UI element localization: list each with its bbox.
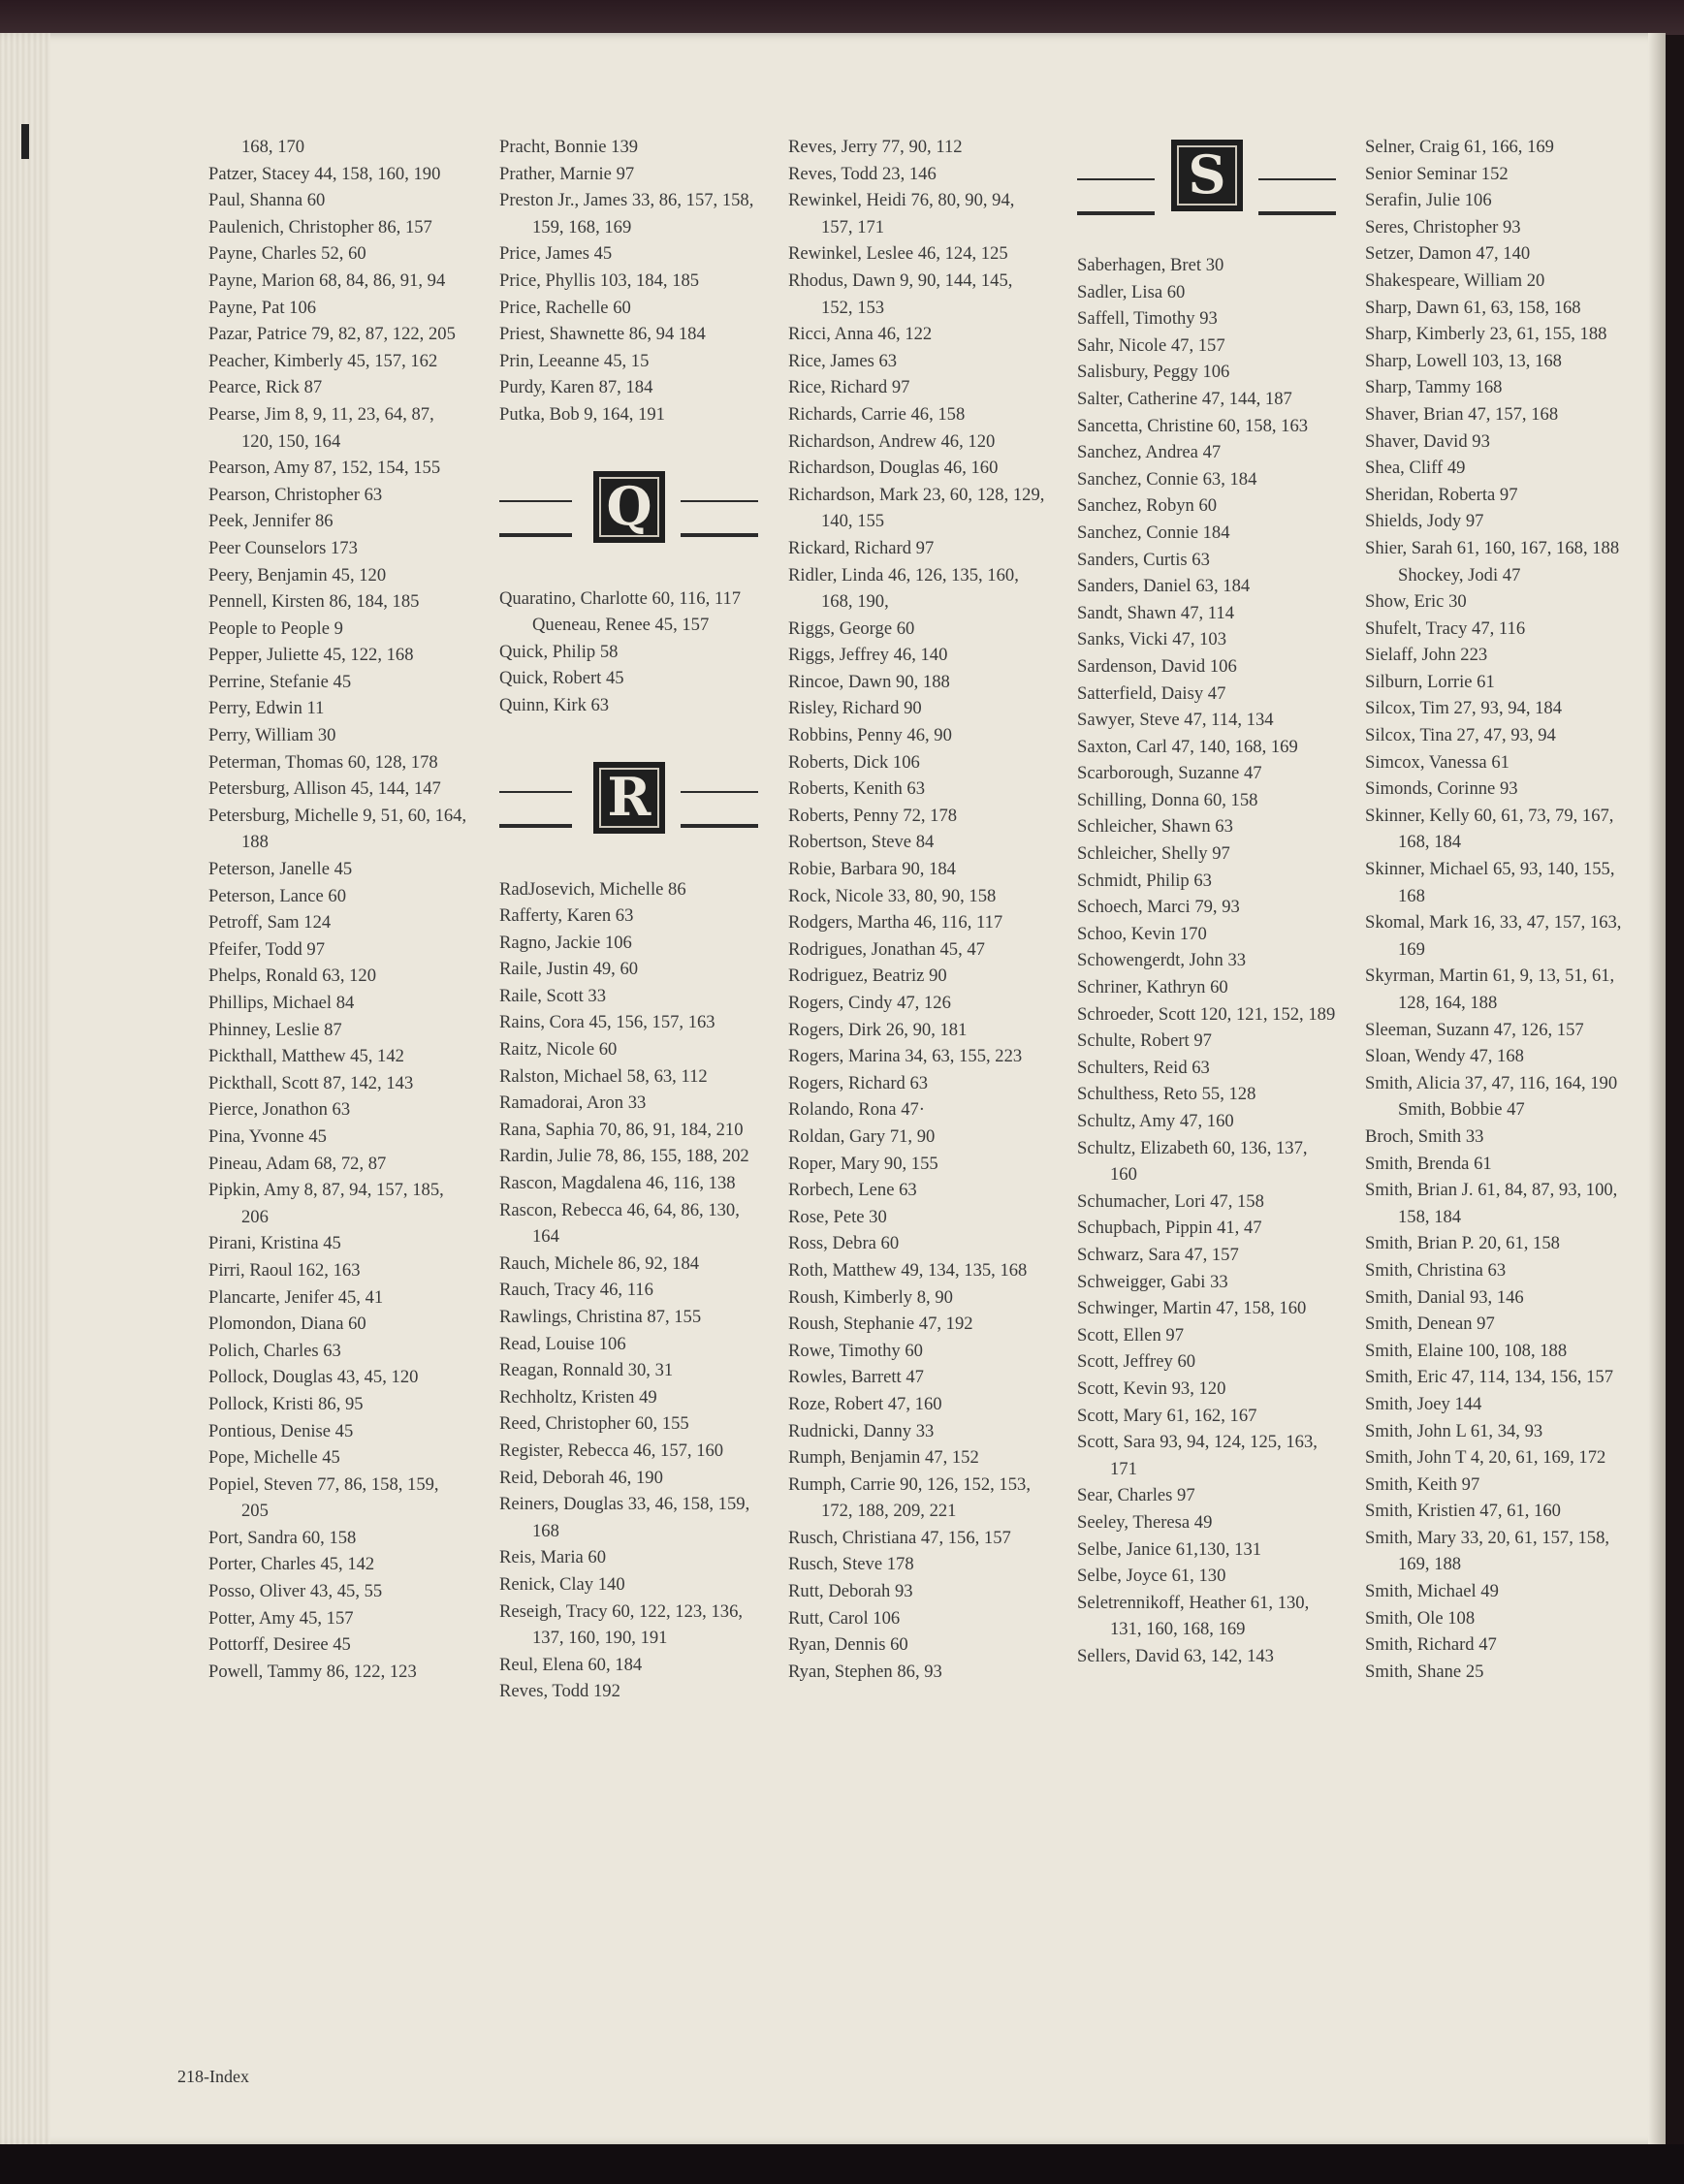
margin-mark xyxy=(21,124,29,159)
index-entry: Ralston, Michael 58, 63, 112 xyxy=(499,1065,708,1087)
index-entry: Pirani, Kristina 45 xyxy=(208,1233,341,1254)
index-entry: Payne, Pat 106 xyxy=(208,297,317,318)
index-entry: Powell, Tammy 86, 122, 123 xyxy=(208,1661,417,1682)
index-entry: Rumph, Carrie 90, 126, 152, 153, 172, 188, 209, 221 xyxy=(788,1473,1031,1522)
index-entry: Potter, Amy 45, 157 xyxy=(208,1607,354,1629)
index-entry: Schoo, Kevin 170 xyxy=(1077,923,1207,944)
index-entry: Peer Counselors 173 xyxy=(208,537,358,558)
index-entry: Silburn, Lorrie 61 xyxy=(1365,671,1495,692)
index-entry: Sielaff, John 223 xyxy=(1365,645,1488,666)
index-entry: Renick, Clay 140 xyxy=(499,1573,625,1595)
index-entry: Show, Eric 30 xyxy=(1365,591,1467,613)
index-entry: Quinn, Kirk 63 xyxy=(499,694,610,715)
index-entry: Scarborough, Suzanne 47 xyxy=(1077,763,1262,784)
index-entry: Silcox, Tim 27, 93, 94, 184 xyxy=(1365,698,1563,719)
index-entry: Skinner, Kelly 60, 61, 73, 79, 167, 168, 184 xyxy=(1365,805,1614,853)
index-entry: Roberts, Dick 106 xyxy=(788,751,920,773)
index-entry: Rowe, Timothy 60 xyxy=(788,1340,923,1361)
index-entry: Rewinkel, Leslee 46, 124, 125 xyxy=(788,243,1008,265)
index-entry: Rice, James 63 xyxy=(788,350,898,371)
index-entry: Rogers, Marina 34, 63, 155, 223 xyxy=(788,1046,1023,1067)
page-gutter xyxy=(0,33,50,2146)
index-entry: Schriner, Kathryn 60 xyxy=(1077,977,1228,998)
index-entry: Rains, Cora 45, 156, 157, 163 xyxy=(499,1012,715,1033)
index-entry: Raitz, Nicole 60 xyxy=(499,1039,618,1060)
index-entry: Pracht, Bonnie 139 xyxy=(499,137,639,157)
index-entry: Saberhagen, Bret 30 xyxy=(1077,255,1224,275)
index-column-1 xyxy=(208,134,468,1685)
index-entry: Pickthall, Matthew 45, 142 xyxy=(208,1046,404,1067)
index-entry: Roper, Mary 90, 155 xyxy=(788,1153,938,1174)
index-entry: Sandt, Shawn 47, 114 xyxy=(1077,602,1235,623)
index-entry: Reves, Todd 23, 146 xyxy=(788,163,937,184)
index-entry: Richardson, Douglas 46, 160 xyxy=(788,458,999,479)
index-entry: RadJosevich, Michelle 86 xyxy=(499,878,686,900)
index-entry: 168, 170 xyxy=(241,137,305,157)
index-entry: Risley, Richard 90 xyxy=(788,698,922,719)
index-entry: Sanchez, Robyn 60 xyxy=(1077,495,1218,517)
index-entry: Scott, Kevin 93, 120 xyxy=(1077,1377,1226,1399)
index-entry: Shockey, Jodi 47 xyxy=(1398,564,1521,586)
index-entry: Sloan, Wendy 47, 168 xyxy=(1365,1046,1524,1067)
index-entry: Smith, Denean 97 xyxy=(1365,1314,1495,1335)
index-entry: Seletrennikoff, Heather 61, 130, 131, 160, 168, 169 xyxy=(1077,1592,1310,1640)
index-entry: Shaver, Brian 47, 157, 168 xyxy=(1365,403,1559,425)
index-entry: Rorbech, Lene 63 xyxy=(788,1180,917,1201)
index-entry: Smith, Richard 47 xyxy=(1365,1634,1497,1656)
index-entry: Peek, Jennifer 86 xyxy=(208,511,334,532)
index-entry: Setzer, Damon 47, 140 xyxy=(1365,243,1531,265)
index-entry: Sanchez, Connie 184 xyxy=(1077,522,1230,543)
index-entry: Payne, Charles 52, 60 xyxy=(208,243,366,265)
index-entry: Seeley, Theresa 49 xyxy=(1077,1511,1213,1533)
index-entry: Sharp, Tammy 168 xyxy=(1365,377,1503,398)
index-entry: Sadler, Lisa 60 xyxy=(1077,281,1186,302)
index-entry: Rana, Saphia 70, 86, 91, 184, 210 xyxy=(499,1119,744,1140)
index-entry: Rewinkel, Heidi 76, 80, 90, 94, 157, 171 xyxy=(788,190,1015,237)
index-entry: Shea, Cliff 49 xyxy=(1365,458,1466,479)
index-entry: Roze, Robert 47, 160 xyxy=(788,1393,942,1414)
index-entry: Rudnicki, Danny 33 xyxy=(788,1420,935,1441)
index-entry: Scott, Ellen 97 xyxy=(1077,1324,1185,1345)
index-entry: Smith, Christina 63 xyxy=(1365,1259,1507,1281)
index-entry: Scott, Mary 61, 162, 167 xyxy=(1077,1405,1257,1426)
index-entry: Robie, Barbara 90, 184 xyxy=(788,859,956,880)
index-entry: Smith, John L 61, 34, 93 xyxy=(1365,1420,1543,1441)
index-entry: Smith, Keith 97 xyxy=(1365,1473,1480,1495)
index-entry: Pope, Michelle 45 xyxy=(208,1447,340,1469)
section-letter-r: R xyxy=(593,762,665,834)
index-entry: Schultz, Amy 47, 160 xyxy=(1077,1111,1234,1131)
index-entry: Schilling, Donna 60, 158 xyxy=(1077,789,1258,810)
index-entry: Sanders, Curtis 63 xyxy=(1077,549,1210,570)
index-entry: Register, Rebecca 46, 157, 160 xyxy=(499,1440,724,1461)
index-entry: Smith, Alicia 37, 47, 116, 164, 190 xyxy=(1365,1072,1618,1093)
index-entry: Richardson, Andrew 46, 120 xyxy=(788,430,996,452)
index-entry: Schoech, Marci 79, 93 xyxy=(1077,897,1240,918)
index-entry: Prather, Marnie 97 xyxy=(499,163,635,184)
index-entry: Rice, Richard 97 xyxy=(788,377,910,398)
index-entry: Rodriguez, Beatriz 90 xyxy=(788,965,947,987)
index-entry: Phillips, Michael 84 xyxy=(208,993,355,1013)
index-entry: Roush, Stephanie 47, 192 xyxy=(788,1314,973,1335)
index-entry: Saffell, Timothy 93 xyxy=(1077,308,1218,330)
index-entry: Raile, Justin 49, 60 xyxy=(499,959,639,980)
index-entry: Sharp, Kimberly 23, 61, 155, 188 xyxy=(1365,324,1607,345)
section-divider-q xyxy=(499,471,759,549)
index-entry: Rickard, Richard 97 xyxy=(788,537,935,558)
index-entry: Rusch, Christiana 47, 156, 157 xyxy=(788,1527,1011,1548)
index-entry: Sahr, Nicole 47, 157 xyxy=(1077,334,1225,356)
index-entry: Schwarz, Sara 47, 157 xyxy=(1077,1244,1239,1265)
index-entry: Ross, Debra 60 xyxy=(788,1233,900,1254)
index-entry: Reul, Elena 60, 184 xyxy=(499,1654,643,1675)
index-entry: Reseigh, Tracy 60, 122, 123, 136, 137, 160, 190, 191 xyxy=(499,1600,744,1649)
p-entries-continued xyxy=(499,134,759,428)
index-entry: Sawyer, Steve 47, 114, 134 xyxy=(1077,710,1274,731)
index-entry: Sanks, Vicki 47, 103 xyxy=(1077,629,1227,650)
index-entry: Sellers, David 63, 142, 143 xyxy=(1077,1645,1274,1666)
index-entry: Roush, Kimberly 8, 90 xyxy=(788,1286,953,1308)
index-entry: Senior Seminar 152 xyxy=(1365,163,1509,184)
index-entry: Rogers, Dirk 26, 90, 181 xyxy=(788,1019,968,1040)
index-entry: Sharp, Lowell 103, 13, 168 xyxy=(1365,350,1562,371)
index-entry: Schumacher, Lori 47, 158 xyxy=(1077,1190,1264,1212)
index-entry: Schleicher, Shawn 63 xyxy=(1077,816,1233,838)
index-entry: Petersburg, Michelle 9, 51, 60, 164, 188 xyxy=(208,805,467,853)
index-entry: Polich, Charles 63 xyxy=(208,1340,341,1361)
index-entry: Broch, Smith 33 xyxy=(1365,1125,1484,1147)
index-entry: Perry, William 30 xyxy=(208,725,336,746)
index-entry: Pazar, Patrice 79, 82, 87, 122, 205 xyxy=(208,324,456,345)
index-entry: Pirri, Raoul 162, 163 xyxy=(208,1259,361,1281)
index-entry: Rechholtz, Kristen 49 xyxy=(499,1386,657,1408)
index-entry: Sardenson, David 106 xyxy=(1077,655,1237,677)
index-entry: Priest, Shawnette 86, 94 184 xyxy=(499,324,706,345)
index-entry: Smith, Elaine 100, 108, 188 xyxy=(1365,1340,1568,1361)
index-entry: Satterfield, Daisy 47 xyxy=(1077,682,1226,704)
index-entry: Rogers, Richard 63 xyxy=(788,1072,929,1093)
index-entry: Petersburg, Allison 45, 144, 147 xyxy=(208,778,441,800)
index-entry: Smith, Michael 49 xyxy=(1365,1581,1499,1602)
index-entry: Roberts, Penny 72, 178 xyxy=(788,805,958,826)
index-entry: Selner, Craig 61, 166, 169 xyxy=(1365,137,1554,157)
index-entry: Schulthess, Reto 55, 128 xyxy=(1077,1084,1256,1105)
index-entry: Reves, Todd 192 xyxy=(499,1681,620,1702)
index-entry: Quaratino, Charlotte 60, 116, 117 xyxy=(499,587,742,609)
index-entry: Price, James 45 xyxy=(499,243,613,265)
index-entry: Salter, Catherine 47, 144, 187 xyxy=(1077,388,1292,409)
index-entry: Popiel, Steven 77, 86, 158, 159, 205 xyxy=(208,1473,439,1522)
index-entry: Rardin, Julie 78, 86, 155, 188, 202 xyxy=(499,1146,749,1167)
index-entry: Seres, Christopher 93 xyxy=(1365,216,1521,237)
index-column-3 xyxy=(788,134,1048,1685)
index-entry: Prin, Leeanne 45, 15 xyxy=(499,350,650,371)
section-letter-q: Q xyxy=(593,471,665,543)
index-entry: Skyrman, Martin 61, 9, 13, 51, 61, 128, 164, 188 xyxy=(1365,965,1615,1013)
index-entry: Shakespeare, William 20 xyxy=(1365,269,1545,291)
index-entry: Ryan, Stephen 86, 93 xyxy=(788,1661,942,1682)
page-footer: 218-Index xyxy=(177,2067,249,2086)
index-entry: Schwinger, Martin 47, 158, 160 xyxy=(1077,1298,1307,1319)
index-entry: Riggs, Jeffrey 46, 140 xyxy=(788,645,948,666)
index-entry: Silcox, Tina 27, 47, 93, 94 xyxy=(1365,725,1556,746)
index-entry: Pickthall, Scott 87, 142, 143 xyxy=(208,1072,414,1093)
index-entry: Pennell, Kirsten 86, 184, 185 xyxy=(208,591,420,613)
index-entry: Petroff, Sam 124 xyxy=(208,912,332,934)
top-edge xyxy=(0,0,1684,35)
index-entry: Sancetta, Christine 60, 158, 163 xyxy=(1077,415,1309,436)
index-entry: Smith, Kristien 47, 61, 160 xyxy=(1365,1501,1561,1522)
index-entry: Pearson, Amy 87, 152, 154, 155 xyxy=(208,458,441,479)
index-entry: Skinner, Michael 65, 93, 140, 155, 168 xyxy=(1365,859,1615,906)
index-entry: Roth, Matthew 49, 134, 135, 168 xyxy=(788,1259,1028,1281)
index-entry: Peterman, Thomas 60, 128, 178 xyxy=(208,751,438,773)
index-entry: Ricci, Anna 46, 122 xyxy=(788,324,933,345)
index-entry: Roberts, Kenith 63 xyxy=(788,778,925,800)
index-entry: Rose, Pete 30 xyxy=(788,1206,887,1227)
index-entry: Rodrigues, Jonathan 45, 47 xyxy=(788,938,985,960)
index-entry: Rumph, Benjamin 47, 152 xyxy=(788,1447,979,1469)
index-entry: Serafin, Julie 106 xyxy=(1365,190,1492,211)
index-entry: Reagan, Ronnald 30, 31 xyxy=(499,1360,674,1381)
index-entry: Reves, Jerry 77, 90, 112 xyxy=(788,137,963,157)
index-entry: Quick, Philip 58 xyxy=(499,641,619,662)
section-divider-r xyxy=(499,762,759,839)
section-divider-s xyxy=(1077,140,1337,217)
index-entry: Roldan, Gary 71, 90 xyxy=(788,1125,936,1147)
index-entry: Richards, Carrie 46, 158 xyxy=(788,403,966,425)
index-entry: Sheridan, Roberta 97 xyxy=(1365,484,1518,505)
index-entry: Reed, Christopher 60, 155 xyxy=(499,1413,689,1435)
index-entry: Skomal, Mark 16, 33, 47, 157, 163, 169 xyxy=(1365,912,1622,960)
index-entry: Shier, Sarah 61, 160, 167, 168, 188 xyxy=(1365,537,1620,558)
index-entry: Read, Louise 106 xyxy=(499,1333,626,1354)
index-entry: Price, Phyllis 103, 184, 185 xyxy=(499,269,700,291)
bottom-edge xyxy=(0,2144,1684,2184)
index-entry: Rolando, Rona 47· xyxy=(788,1099,925,1121)
index-entry: Peery, Benjamin 45, 120 xyxy=(208,564,387,586)
index-entry: Porter, Charles 45, 142 xyxy=(208,1554,375,1575)
index-entry: Rawlings, Christina 87, 155 xyxy=(499,1307,702,1327)
index-entry: Scott, Jeffrey 60 xyxy=(1077,1351,1196,1373)
index-entry: Schleicher, Shelly 97 xyxy=(1077,843,1230,865)
index-entry: Phelps, Ronald 63, 120 xyxy=(208,965,377,987)
index-entry: Shields, Jody 97 xyxy=(1365,511,1484,532)
index-entry: Plomondon, Diana 60 xyxy=(208,1314,366,1335)
index-entry: Plancarte, Jenifer 45, 41 xyxy=(208,1286,384,1308)
index-column-4 xyxy=(1077,134,1337,1669)
index-entry: Quick, Robert 45 xyxy=(499,668,624,689)
index-entry: Robbins, Penny 46, 90 xyxy=(788,725,952,746)
index-entry: Sanchez, Connie 63, 184 xyxy=(1077,468,1257,490)
index-entry: Pierce, Jonathon 63 xyxy=(208,1099,351,1121)
index-entry: Schowengerdt, John 33 xyxy=(1077,950,1247,971)
index-entry: Sharp, Dawn 61, 63, 158, 168 xyxy=(1365,297,1581,318)
index-entry: Smith, Shane 25 xyxy=(1365,1661,1484,1682)
index-column-2 xyxy=(499,134,759,1705)
index-entry: Pollock, Douglas 43, 45, 120 xyxy=(208,1367,419,1388)
index-entry: Posso, Oliver 43, 45, 55 xyxy=(208,1581,383,1602)
index-entry: Rutt, Deborah 93 xyxy=(788,1581,913,1602)
index-entry: Rhodus, Dawn 9, 90, 144, 145, 152, 153 xyxy=(788,269,1013,318)
index-entry: Richardson, Mark 23, 60, 128, 129, 140, 155 xyxy=(788,484,1045,532)
index-entry: Queneau, Renee 45, 157 xyxy=(532,615,710,636)
index-entry: Smith, Bobbie 47 xyxy=(1398,1099,1525,1121)
index-entry: Perrine, Stefanie 45 xyxy=(208,671,352,692)
index-entry: Schroeder, Scott 120, 121, 152, 189 xyxy=(1077,1003,1336,1025)
index-entry: Ragno, Jackie 106 xyxy=(499,932,632,953)
index-entry: Smith, Joey 144 xyxy=(1365,1393,1482,1414)
index-entry: Smith, John T 4, 20, 61, 169, 172 xyxy=(1365,1447,1606,1469)
index-entry: Rascon, Rebecca 46, 64, 86, 130, 164 xyxy=(499,1199,740,1248)
index-column-5 xyxy=(1365,134,1625,1685)
page-edge xyxy=(1648,33,1666,2146)
index-entry: Paulenich, Christopher 86, 157 xyxy=(208,216,432,237)
index-entry: Smith, Brian J. 61, 84, 87, 93, 100, 158, 184 xyxy=(1365,1180,1618,1227)
index-entry: Ramadorai, Aron 33 xyxy=(499,1092,647,1114)
index-entry: Rascon, Magdalena 46, 116, 138 xyxy=(499,1173,736,1194)
index-entry: Smith, Brenda 61 xyxy=(1365,1153,1492,1174)
index-entry: Salisbury, Peggy 106 xyxy=(1077,362,1230,383)
section-letter-s: S xyxy=(1171,140,1243,211)
index-entry: Sanchez, Andrea 47 xyxy=(1077,442,1222,463)
index-entry: Peterson, Janelle 45 xyxy=(208,859,353,880)
index-entry: Payne, Marion 68, 84, 86, 91, 94 xyxy=(208,269,446,291)
index-entry: Pearce, Rick 87 xyxy=(208,377,323,398)
index-entry: Ryan, Dennis 60 xyxy=(788,1634,908,1656)
index-entry: Phinney, Leslie 87 xyxy=(208,1019,342,1040)
index-entry: Shaver, David 93 xyxy=(1365,430,1490,452)
index-entry: Pottorff, Desiree 45 xyxy=(208,1634,351,1656)
index-entry: Schmidt, Philip 63 xyxy=(1077,870,1212,891)
index-entry: Smith, Mary 33, 20, 61, 157, 158, 169, 188 xyxy=(1365,1527,1610,1575)
index-entry: Riggs, George 60 xyxy=(788,617,915,639)
index-entry: Raile, Scott 33 xyxy=(499,985,607,1006)
index-entry: Peterson, Lance 60 xyxy=(208,885,346,906)
index-entry: Rusch, Steve 178 xyxy=(788,1554,914,1575)
index-entry: Paul, Shanna 60 xyxy=(208,190,326,211)
index-entry: Selbe, Joyce 61, 130 xyxy=(1077,1566,1226,1587)
q-entries xyxy=(499,586,759,719)
index-entry: Schweigger, Gabi 33 xyxy=(1077,1271,1228,1292)
index-entry: Putka, Bob 9, 164, 191 xyxy=(499,403,665,425)
index-entry: Sleeman, Suzann 47, 126, 157 xyxy=(1365,1019,1584,1040)
index-entry: Pontious, Denise 45 xyxy=(208,1420,354,1441)
index-entry: Rafferty, Karen 63 xyxy=(499,905,634,927)
index-entry: Rock, Nicole 33, 80, 90, 158 xyxy=(788,885,997,906)
index-entry: Simcox, Vanessa 61 xyxy=(1365,751,1509,773)
index-entry: Ridler, Linda 46, 126, 135, 160, 168, 190, xyxy=(788,564,1019,613)
index-entry: Rodgers, Martha 46, 116, 117 xyxy=(788,912,1003,934)
index-entry: Schultz, Elizabeth 60, 136, 137, 160 xyxy=(1077,1137,1308,1186)
index-entry: Pfeifer, Todd 97 xyxy=(208,938,325,960)
index-entry: Reis, Maria 60 xyxy=(499,1547,606,1568)
index-entry: Peacher, Kimberly 45, 157, 162 xyxy=(208,350,438,371)
r-entries xyxy=(499,876,759,1705)
s-entries xyxy=(1077,252,1337,1669)
index-entry: Reiners, Douglas 33, 46, 158, 159, 168 xyxy=(499,1494,750,1541)
index-entry: Pearse, Jim 8, 9, 11, 23, 64, 87, 120, 150, 164 xyxy=(208,403,434,452)
index-entry: Purdy, Karen 87, 184 xyxy=(499,377,653,398)
index-entry: Rincoe, Dawn 90, 188 xyxy=(788,671,950,692)
index-entry: Perry, Edwin 11 xyxy=(208,698,325,719)
index-entry: Smith, Danial 93, 146 xyxy=(1365,1286,1524,1308)
index-entry: Smith, Brian P. 20, 61, 158 xyxy=(1365,1233,1560,1254)
index-entry: Pipkin, Amy 8, 87, 94, 157, 185, 206 xyxy=(208,1180,444,1227)
index-entry: Rauch, Tracy 46, 116 xyxy=(499,1280,653,1301)
index-entry: Preston Jr., James 33, 86, 157, 158, 159, 168, 169 xyxy=(499,190,754,237)
index-entry: Schulte, Robert 97 xyxy=(1077,1030,1212,1052)
index-entry: Selbe, Janice 61,130, 131 xyxy=(1077,1538,1262,1560)
index-entry: Pepper, Juliette 45, 122, 168 xyxy=(208,645,414,666)
index-entry: Sanders, Daniel 63, 184 xyxy=(1077,576,1251,597)
index-entry: Patzer, Stacey 44, 158, 160, 190 xyxy=(208,163,441,184)
index-entry: Schupbach, Pippin 41, 47 xyxy=(1077,1218,1262,1239)
index-entry: Scott, Sara 93, 94, 124, 125, 163, 171 xyxy=(1077,1432,1318,1479)
index-entry: Saxton, Carl 47, 140, 168, 169 xyxy=(1077,736,1298,757)
index-entry: Sear, Charles 97 xyxy=(1077,1485,1195,1506)
index-entry: Pineau, Adam 68, 72, 87 xyxy=(208,1153,387,1174)
index-entry: Simonds, Corinne 93 xyxy=(1365,778,1518,800)
index-entry: Smith, Eric 47, 114, 134, 156, 157 xyxy=(1365,1367,1613,1388)
index-entry: Rauch, Michele 86, 92, 184 xyxy=(499,1252,700,1274)
index-entry: Price, Rachelle 60 xyxy=(499,297,631,318)
index-entry: Schulters, Reid 63 xyxy=(1077,1057,1210,1078)
index-entry: Pearson, Christopher 63 xyxy=(208,484,383,505)
index-entry: Shufelt, Tracy 47, 116 xyxy=(1365,617,1526,639)
index-entry: Pina, Yvonne 45 xyxy=(208,1125,327,1147)
index-entry: People to People 9 xyxy=(208,617,343,639)
index-entry: Smith, Ole 108 xyxy=(1365,1607,1476,1629)
index-entry: Port, Sandra 60, 158 xyxy=(208,1527,357,1548)
index-entry: Reid, Deborah 46, 190 xyxy=(499,1467,663,1488)
index-entry: Rogers, Cindy 47, 126 xyxy=(788,993,951,1013)
index-entry: Rutt, Carol 106 xyxy=(788,1607,901,1629)
index-entry: Robertson, Steve 84 xyxy=(788,832,935,853)
index-entry: Rowles, Barrett 47 xyxy=(788,1367,924,1388)
index-entry: Pollock, Kristi 86, 95 xyxy=(208,1393,364,1414)
